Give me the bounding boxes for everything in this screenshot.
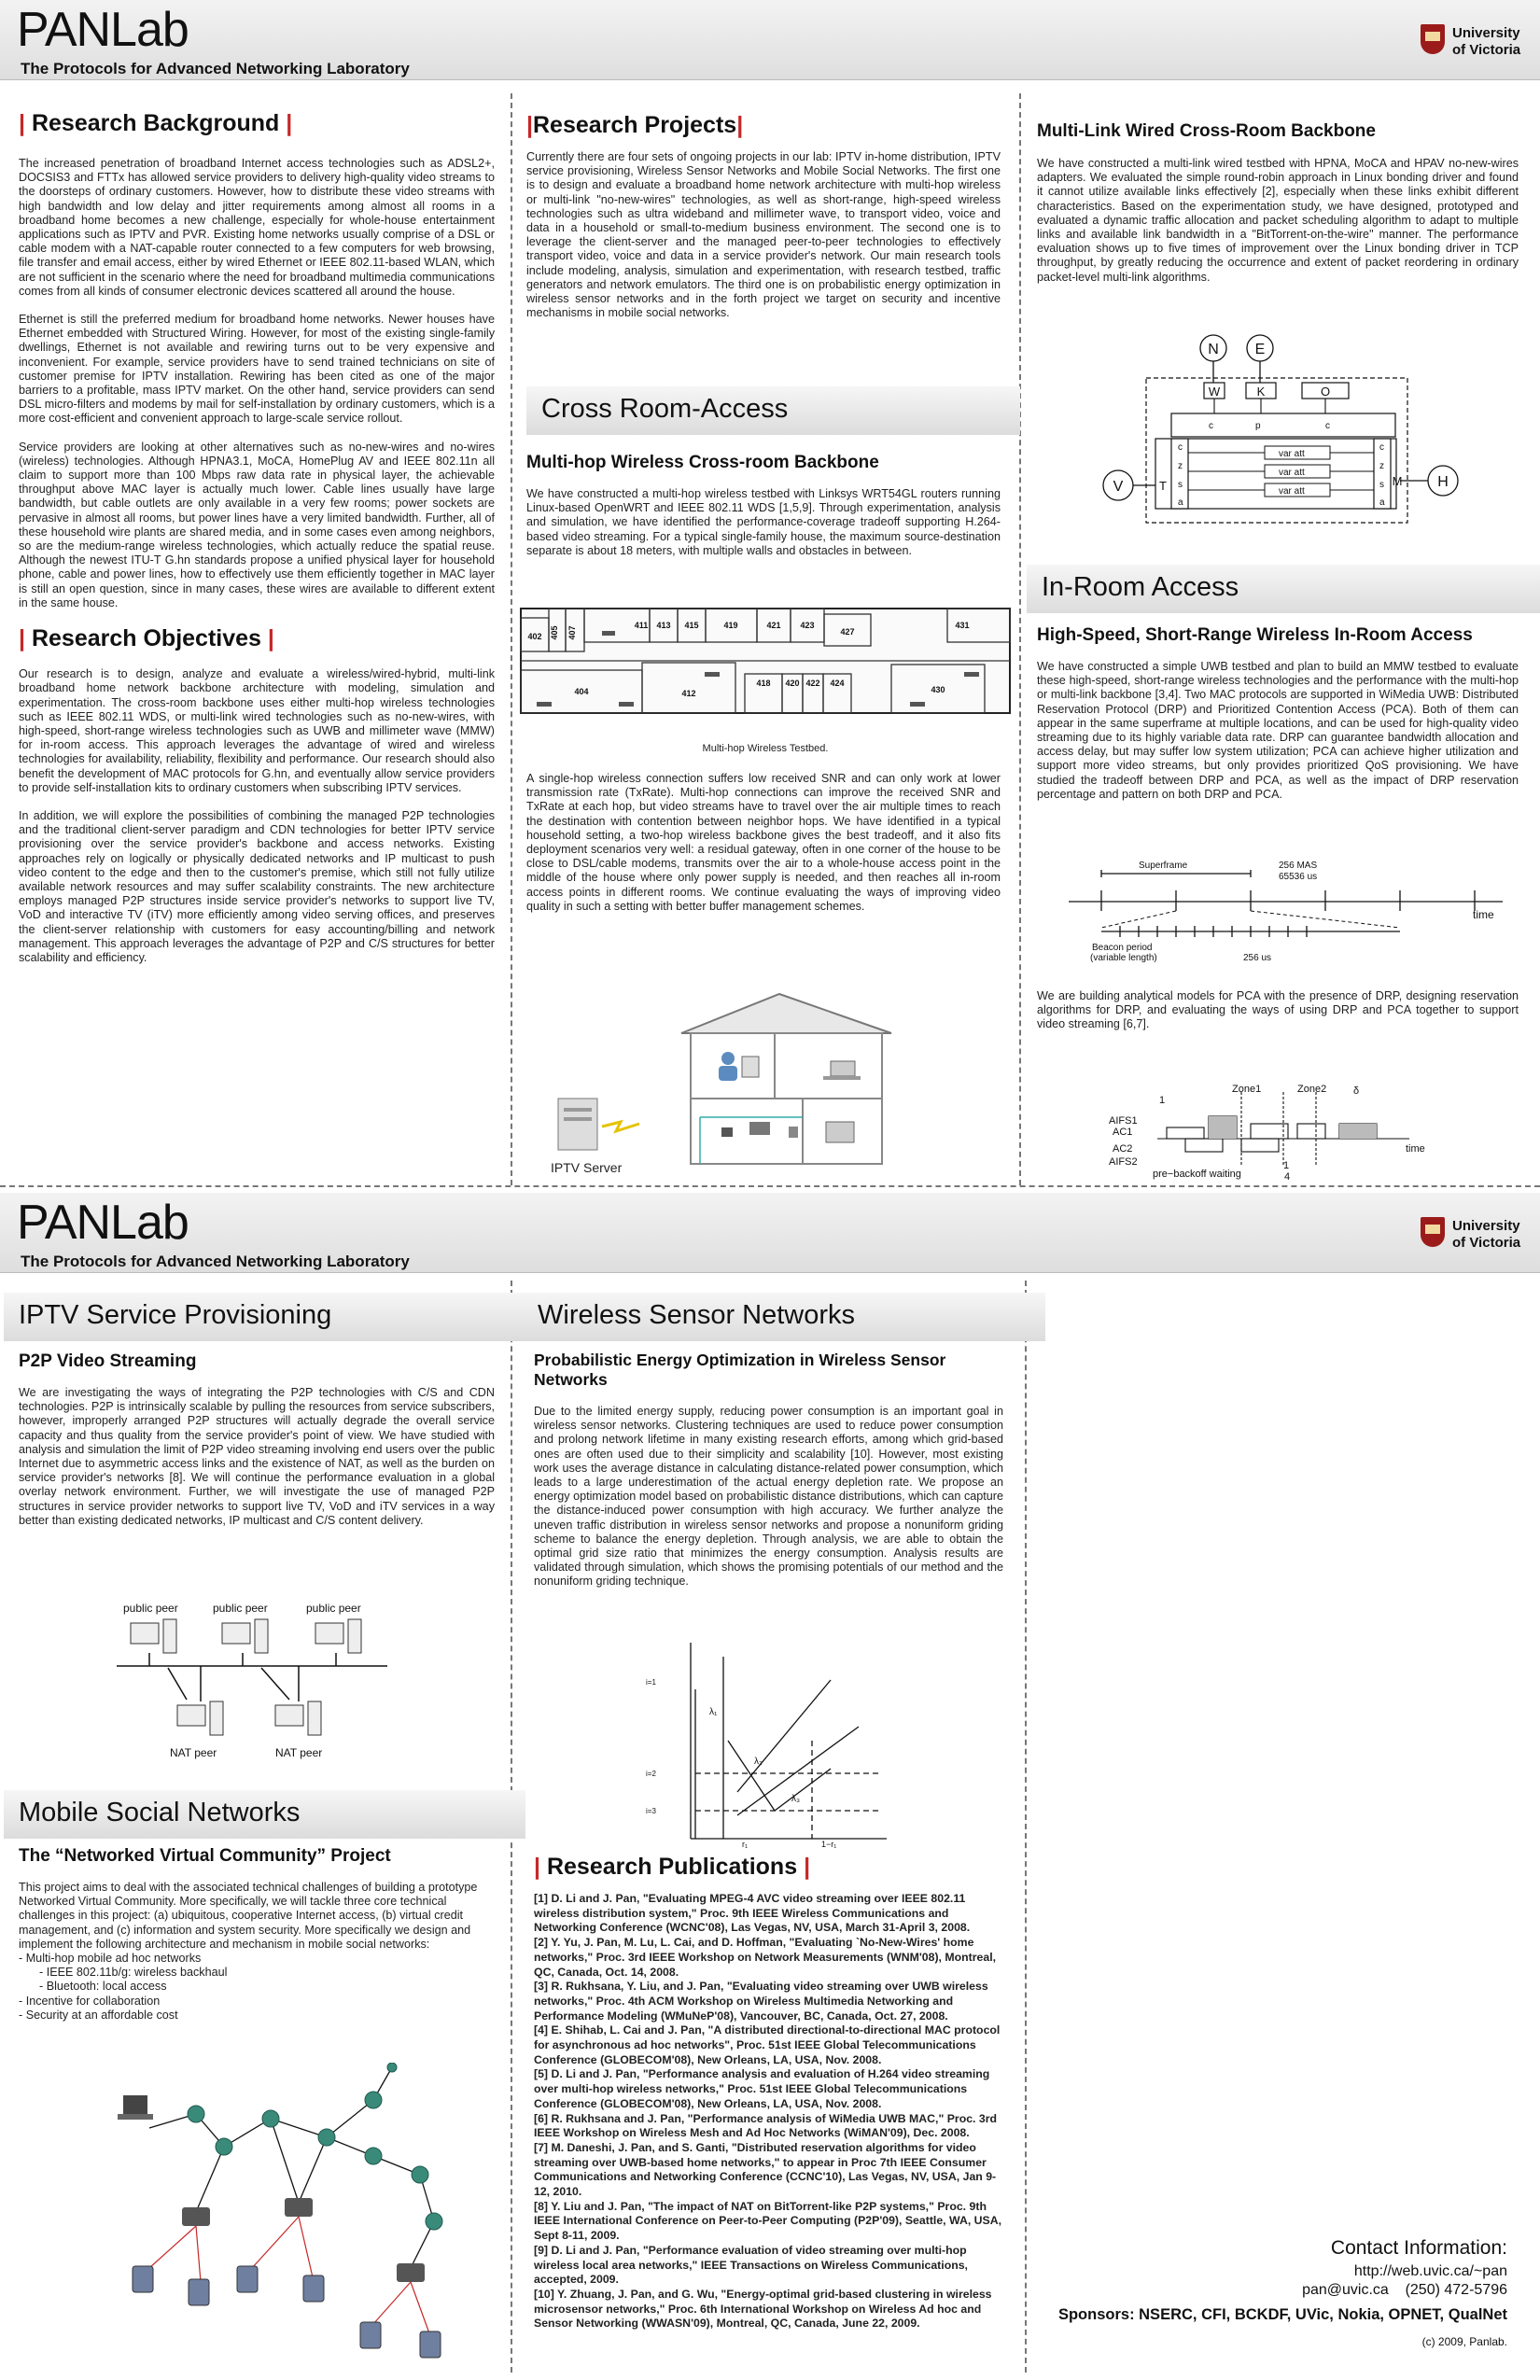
svg-text:δ: δ — [1353, 1085, 1360, 1097]
projects-paragraph: Currently there are four sets of ongoing projects in our lab: IPTV in-home distribution, IPTV service provisioning, Wireless Sensor Networks and Mobile Social Networks. The first one is to design and evaluate a broadband home network architecture with multi-hop wireless or multi-link "no-new-wires" technologies, as well as short-range, high-speed wireless technologies such as ultra wideband and millimeter wave, to transport video, voice and data in a household or small-to-medium business environment. The second one is to leverage the client-server and the managed peer-to-peer technologies to effectively transport video, voice and data in a service provider's network. Our main research tools include modeling, analysis, simulation and experimentation, with research testbed, traffic generators and network emulators. The third one is on probabilistic energy optimization in wireless sensor networks and in the forth project we target on security and incentive mechanisms in mobile social networks. — [526, 150, 1001, 320]
contact-email[interactable]: pan@uvic.ca — [1302, 2282, 1389, 2298]
mobile-paragraph: This project aims to deal with the associated technical challenges of building a prototype Networked Virtual Community. More specifically, we will tackle three core technical challenges in this project: (a) ubiquitous, cooperative Internet access, (b) virtual credit management, and (c) information and system security. More specifically we design and implement the following architecture and mechanism in mobile social networks: — [19, 1881, 478, 1951]
svg-text:z: z — [1379, 461, 1384, 471]
publication-item: [2] Y. Yu, J. Pan, M. Lu, L. Cai, and D. Hoffman, "Evaluating `No-New-Wires' home networks," Proc. 3rd IEEE Workshop on Network Measurements (WNM'08), Montreal, QC, Canada, Oct. 14, 2008. — [534, 1936, 997, 1979]
testbed-floorplan — [518, 605, 1013, 721]
room-label: 419 — [723, 621, 738, 630]
svg-text:T: T — [1159, 479, 1167, 493]
iptv-paragraph: We are investigating the ways of integrating the P2P technologies with C/S and CDN technologies. P2P is intrinsically scalable by pulling the resources from service subscribers, however, improperly arranged P2P structures will actually degrade the overall service capacity and thus quality from the service provider's point of view. We have studied with analysis and simulation the limit of P2P video streaming involving end users over the public Internet due to asymmetric access links and the existence of NAT, as well as the burden on service provider's networks [8]. We will continue the performance evaluation in a global overlay network environment. Further, we will investigate the use of managed P2P structures in service provider networks to support live TV, VoD and iTV services in a way better than existing dedicated networks, IP multicast and C/S content delivery. — [19, 1386, 495, 1527]
cross-room-paragraph-2: A single-hop wireless connection suffers low received SNR and can only work at lower transmission rate (TxRate). Multi-hop connections can improve the received SNR and TxRate at each hop, but video streams have to travel over the air multiple times to reach the destination with contention between neighbor hops. We have identified in a typical household setting, a two-hop wireless backbone gives the best tradeoff, and it also fits deployment scenarios very well: a residual gateway, often in one corner of the house to be close to DSL/cable modems, transmits over the air to a whole-house access point in the middle of the house where only power supply is needed, and then reaches all in-room access points in different rooms. We continue evaluating the ways of improving video quality in such a setting with better buffer management schemes. — [526, 772, 1001, 913]
svg-text:public peer: public peer — [123, 1602, 178, 1615]
uvic-shield-icon — [1421, 24, 1445, 54]
svg-text:1: 1 — [1283, 1160, 1290, 1171]
objectives-heading: | Research Objectives | — [19, 625, 274, 652]
iptv-subheading: P2P Video Streaming — [19, 1351, 197, 1371]
room-label: 423 — [800, 621, 815, 630]
iptv-band: IPTV Service Provisioning — [4, 1293, 525, 1341]
svg-text:1−r₁: 1−r₁ — [821, 1840, 837, 1848]
background-heading: | Research Background | — [19, 110, 293, 136]
objectives-paragraph-2: In addition, we will explore the possibilities of combining the managed P2P technologies and the traditional client-server paradigm and CDN technologies for better IPTV service provisioning over the service provider's backbone and access networks. Existing approaches rely on logically or physically dedicated networks and IP multicast to push video content to the edge and then to the customer's premise, which still not fully utilize available network resources and may suffer scalability constraints. The new architecture employs managed P2P structures inside service provider's networks to support live TV, VoD and interactive TV (iTV) more efficiently among video serving offices, and preserves the client-server relationship with customers for easy accounting/billing and network management. This approach leverages the advantage of P2P and C/S structures for better scalability and efficiency. — [19, 808, 495, 964]
wsn-section — [534, 1351, 1003, 1589]
half-divider — [0, 1185, 1540, 1187]
cross-room-paragraph-1: We have constructed a multi-hop wireless testbed with Linksys WRT54GL routers running Linux-based OpenWRT and IEEE 802.11 WDS [1,5,9]. Through experimentation, analysis and simulation, we have identified the performance-coverage tradeoff supporting H.264-based video streaming. For a typical single-family house, the maximum source-destination separate is about 18 meters, with multiple walls and obstacles in between. — [526, 487, 1001, 557]
publication-item: [5] D. Li and J. Pan, "Performance analysis and evaluation of H.264 video streaming over multi-hop wireless networks," Proc. 51st IEEE Global Telecommunications Conference (GLOBECOM'08), New Orleans, LA, USA, Nov. 2008. — [534, 2067, 990, 2110]
room-label: 411 — [634, 621, 649, 630]
in-room-subheading: High-Speed, Short-Range Wireless In-Room Access — [1037, 625, 1473, 645]
mobile-network-diagram — [112, 2063, 495, 2371]
wsn-paragraph: Due to the limited energy supply, reducing power consumption is an important goal in wireless sensor networks. Clustering techniques are used to reduce power consumption and prolong network lifetime in many existing research efforts, among which grid-based ones are often used due to their simplicity and scalability [10]. However, most existing work uses the average distance in calculating distance-related power consumption, which leads to a large underestimation of the actual energy depletion rate. We propose an energy optimization model based on probabilistic distance distributions, which can capture the distance-induced power consumption with high accuracy. We further analyze the uneven traffic distribution in wireless sensor networks and propose a nonuniform griding scheme to balance the energy depletion. Through analysis, we are able to obtain the optimal grid size ratio that minimizes the energy consumption. Analysis results are validated through simulation, which shows the promising potentials of our method and the nonuniform griding technique. — [534, 1405, 1003, 1589]
svg-text:AC1: AC1 — [1113, 1127, 1133, 1138]
room-label: 430 — [931, 685, 945, 694]
sponsors: Sponsors: NSERC, CFI, BCKDF, UVic, Nokia, OPNET, QualNet — [1057, 2306, 1507, 2323]
svg-text:NAT peer: NAT peer — [275, 1746, 323, 1759]
svg-text:λ₁: λ₁ — [709, 1707, 718, 1717]
svg-text:z: z — [1178, 461, 1183, 471]
laptop-icon — [831, 1061, 855, 1076]
svg-text:M: M — [1392, 474, 1403, 488]
iptv-section — [19, 1351, 495, 1528]
pca-timeline-diagram — [1101, 1083, 1475, 1181]
svg-text:Superframe: Superframe — [1139, 861, 1188, 871]
in-room-section — [1037, 625, 1519, 802]
svg-text:c: c — [1379, 442, 1384, 453]
cross-room-subheading: Multi-hop Wireless Cross-room Backbone — [526, 453, 879, 472]
uvic-name-line2: of Victoria — [1452, 1235, 1521, 1251]
column-divider — [511, 93, 512, 1185]
cross-room-band: Cross Room-Access — [526, 386, 1020, 435]
svg-text:public peer: public peer — [213, 1602, 268, 1615]
svg-text:c: c — [1325, 421, 1330, 431]
svg-text:E: E — [1254, 342, 1266, 357]
in-room-paragraph-1: We have constructed a simple UWB testbed and plan to build an MMW testbed to evaluate these high-speed, short-range wireless technologies and the performance with the multi-hop or multi-link backbone [3,4]. Two MAC protocols are supported in WiMedia UWB: Distributed Reservation Protocol (DRP) and Prioritized Contention Access (PCA). Both of them can appear in the same superframe at multiple locations, and can be used for high-quality video streaming due to its highly variable data rate. DRP can guarantee bandwidth allocation and access delay, but may suffer low system utilization; PCA can achieve higher utilization and support more video streams, but only provides prioritized QoS provisioning. We have studied the tradeoff between DRP and PCA, as well as the impact of DRP reservation percentage and pattern on both DRP and PCA. — [1037, 660, 1519, 801]
list-item: - Incentive for collaboration — [19, 1994, 161, 2008]
svg-text:time: time — [1473, 908, 1494, 921]
multilink-subheading: Multi-Link Wired Cross-Room Backbone — [1037, 121, 1376, 141]
room-label: 421 — [766, 621, 781, 630]
room-label: 424 — [830, 679, 845, 688]
lab-title: PANLab — [17, 1196, 189, 1250]
svg-text:λ₃: λ₃ — [791, 1794, 801, 1804]
svg-text:NAT peer: NAT peer — [170, 1746, 217, 1759]
pc-icon — [742, 1057, 759, 1077]
svg-text:λ₂: λ₂ — [754, 1757, 763, 1767]
publication-item: [6] R. Rukhsana and J. Pan, "Performance analysis of WiMedia UWB MAC," Proc. 3rd IEEE Workshop on Wireless Mesh and Ad Hoc Networks (WiMAN'09), Dec. 2008. — [534, 2111, 998, 2140]
mobile-band: Mobile Social Networks — [4, 1790, 525, 1839]
svg-text:Zone1: Zone1 — [1232, 1084, 1262, 1095]
svg-text:var att: var att — [1279, 486, 1305, 497]
iptv-server-label: IPTV Server — [551, 1160, 623, 1175]
bottom-header — [0, 1193, 1540, 1273]
background-paragraph-3: Service providers are looking at other alternatives such as no-new-wires and no-wires (wireless) technologies. Although HPNA3.1, MoCA, HomePlug AV and IEEE 802.11n all claim to support more than 100 Mbps raw data rate in physical layer, the achievable throughput above MAC layer is actually much lower. Cable lines usually have large bandwidth, but cable outlets are only available in a very few rooms; power sockets are pervasive in almost all rooms, but power lines have a very limited bandwidth. Further, all of these household wire plants are shared media, and in some cases even among neighbors, so are the medium-range wireless technologies, which actually reduce the spatial reuse. Although the newest ITU-T G.hn standards propose a unified physical layer for household phone, cable and power lines, how to effectively use them efficiently together in MAC layer is still an open question, since in many cases, these wires are available to different extent in the same house. — [19, 440, 495, 609]
room-label: 431 — [955, 621, 970, 630]
contact-block — [1036, 2237, 1507, 2348]
lab-subtitle: The Protocols for Advanced Networking Laboratory — [21, 60, 410, 77]
router-icon — [721, 1127, 733, 1137]
publication-list — [534, 1892, 1003, 2331]
svg-text:V: V — [1113, 479, 1124, 495]
room-label: 402 — [527, 632, 542, 641]
server-icon — [558, 1099, 597, 1150]
copyright: (c) 2009, Panlab. — [1421, 2335, 1507, 2348]
phone-icon — [749, 1122, 770, 1135]
svg-text:AC2: AC2 — [1113, 1143, 1133, 1155]
svg-text:Zone2: Zone2 — [1297, 1084, 1327, 1095]
publication-item: [10] Y. Zhuang, J. Pan, and G. Wu, "Energy-optimal grid-based clustering in wireless microsensor networks," Proc. 6th International Workshop on Wireless Ad hoc and Sensor Networking (WWASN'09), Montreal, QC, Canada, June 22, 2009. — [534, 2287, 992, 2331]
svg-text:var att: var att — [1279, 449, 1305, 459]
svg-text:AIFS2: AIFS2 — [1109, 1156, 1138, 1168]
uvic-name-line1: University — [1452, 25, 1520, 41]
column-divider — [1019, 93, 1021, 1185]
in-room-band: In-Room Access — [1027, 565, 1540, 613]
svg-text:i=3: i=3 — [646, 1807, 656, 1815]
svg-text:O: O — [1320, 385, 1331, 399]
svg-text:p: p — [1255, 421, 1261, 431]
svg-text:public peer: public peer — [306, 1602, 361, 1615]
publications-section — [534, 1854, 1003, 2331]
mobile-subheading: The “Networked Virtual Community” Project — [19, 1846, 391, 1866]
room-label: 413 — [656, 621, 671, 630]
uvic-name-line2: of Victoria — [1452, 42, 1521, 58]
publication-item: [8] Y. Liu and J. Pan, "The impact of NAT on BitTorrent-like P2P systems," Proc. 9th IEEE International Conference on Peer-to-Peer Computing (P2P'09), Seattle, WA, USA, Sept 8-11, 2009. — [534, 2199, 1002, 2243]
svg-text:4: 4 — [1284, 1171, 1291, 1181]
computer-icon — [123, 2095, 147, 2114]
room-label: 412 — [681, 689, 696, 698]
svg-text:a: a — [1178, 497, 1183, 508]
in-room-paragraph-2: We are building analytical models for PCA with the presence of DRP, designing reservation algorithms for DRP, and evaluating the ways of using DRP and PCA together to support video streaming [6,7]. — [1037, 989, 1519, 1031]
svg-text:c: c — [1178, 442, 1183, 453]
svg-text:i=1: i=1 — [646, 1678, 656, 1687]
svg-text:s: s — [1178, 480, 1183, 490]
svg-text:(variable length): (variable length) — [1090, 953, 1157, 963]
svg-text:K: K — [1256, 385, 1266, 399]
svg-text:W: W — [1208, 385, 1221, 399]
house-illustration — [551, 991, 994, 1178]
svg-text:256 us: 256 us — [1243, 953, 1272, 963]
svg-text:c: c — [1209, 421, 1213, 431]
projects-section — [526, 112, 1001, 320]
svg-text:H: H — [1437, 474, 1449, 490]
background-paragraph-1: The increased penetration of broadband Internet access technologies such as ADSL2+, DOCSIS3 and FTTx has allowed service providers to delivery high-quality video streams to the doorsteps of ordinary customers. However, how to distribute these video streams with high bandwidth and low delay and jitter requirements among almost all rooms in a broadband home becomes a new challenge, especially for whole-house entertainment applications such as IPTV and PVR. Existing home networks usually comprise of a DSL or cable modem with a NAT-capable router connected to a few computers for web browsing, file transfer and email access, either by wired Ethernet or IEEE 802.11-based WLAN, which are not sufficient in the scenario where the need for broadband multimedia communications comes from all kinds of consumer electronic devices scattered all around the house. — [19, 157, 495, 298]
svg-text:AIFS1: AIFS1 — [1109, 1115, 1138, 1127]
contact-email-phone — [1036, 2282, 1507, 2299]
phone-icons — [133, 2266, 441, 2358]
cross-room-section — [526, 453, 1001, 558]
svg-text:256 MAS: 256 MAS — [1279, 861, 1318, 871]
room-label: 407 — [567, 625, 577, 640]
user-icon — [721, 1052, 735, 1065]
lab-subtitle: The Protocols for Advanced Networking Laboratory — [21, 1253, 410, 1270]
list-item: - Security at an affordable cost — [19, 2008, 178, 2022]
wsn-grid-diagram — [644, 1638, 896, 1848]
tv-icon — [826, 1122, 854, 1142]
room-label: 415 — [684, 621, 699, 630]
uvic-logo — [1417, 1213, 1527, 1256]
svg-text:a: a — [1379, 497, 1385, 508]
svg-text:1: 1 — [1159, 1095, 1166, 1106]
in-room-text-2 — [1037, 989, 1519, 1032]
uvic-name-line1: University — [1452, 1218, 1520, 1234]
svg-text:s: s — [1379, 480, 1384, 490]
p2p-diagram — [112, 1601, 392, 1764]
room-label: 405 — [550, 625, 559, 640]
uvic-logo — [1417, 21, 1527, 63]
room-label: 422 — [805, 679, 820, 688]
uvic-shield-icon — [1421, 1217, 1445, 1247]
list-item: - Multi-hop mobile ad hoc networks — [19, 1952, 202, 1966]
room-label: 404 — [574, 687, 589, 696]
mobile-device-icons — [182, 2198, 425, 2282]
contact-title: Contact Information: — [1330, 2237, 1507, 2259]
multilink-paragraph: We have constructed a multi-link wired testbed with HPNA, MoCA and HPAV no-new-wires adapters. We evaluated the simple round-robin approach in Linux bonding driver and found it cannot utilize available links effectively [2], especially when these links exhibit different characteristics. Based on the experimentation study, we have designed, prototyped and evaluated a dynamic traffic allocation and packet scheduling algorithm to adapt to multiple links and available link bandwidth in a "BitTorrent-on-the-wire" manner. The performance evaluation shows up to five times of improvement over the Linux bonding driver in TCP throughput, by greatly reducing the occurrence and extent of packet reordering in ordinary packet-level multi-link algorithms. — [1037, 157, 1519, 284]
wsn-band: Wireless Sensor Networks — [523, 1293, 1045, 1341]
publication-item: [4] E. Shihab, L. Cai and J. Pan, "A distributed directional-to-directional MAC protocol for asynchronous ad hoc networks", Proc. 51st IEEE Global Telecommunications Conference (GLOBECOM'08), New Orleans, LA, USA, Nov. 2008. — [534, 2023, 1001, 2066]
room-label: 427 — [840, 627, 855, 637]
projects-heading: |Research Projects| — [526, 112, 744, 138]
svg-text:pre−backoff waiting: pre−backoff waiting — [1153, 1169, 1241, 1180]
publication-item: [9] D. Li and J. Pan, "Performance evaluation of video streaming over multi-hop wireless local area networks," IEEE Transactions on Wireless Communications, accepted, 2009. — [534, 2243, 968, 2287]
testbed-caption: Multi-hop Wireless Testbed. — [702, 743, 829, 754]
column-divider — [1025, 1281, 1027, 2373]
lab-title: PANLab — [17, 3, 189, 57]
contact-phone: (250) 472-5796 — [1405, 2282, 1507, 2298]
list-item: - Bluetooth: local access — [39, 1980, 167, 1994]
background-section — [19, 110, 495, 965]
publications-heading: | Research Publications | — [534, 1854, 811, 1880]
mobile-section — [19, 1846, 495, 2023]
publication-item: [7] M. Daneshi, J. Pan, and S. Ganti, "Distributed reservation algorithms for video streaming over UWB-based home networks," to appear in Proc 7th IEEE Consumer Communications and Networking Conference (CCNC'10), Las Vegas, NV, USA, Jan 9-12, 2010. — [534, 2140, 997, 2199]
multilink-diagram — [1092, 331, 1503, 532]
room-label: 418 — [756, 679, 771, 688]
superframe-diagram — [1064, 849, 1512, 971]
svg-text:65536 us: 65536 us — [1279, 872, 1318, 882]
svg-text:i=2: i=2 — [646, 1770, 656, 1778]
background-paragraph-2: Ethernet is still the preferred medium for broadband home networks. Newer houses have Ethernet embedded with Structured Wiring. However, for most of the existing single-family dwellings, Ethernet is not available and rewiring turns out to be very expensive and inconvenient. For example, service providers have to send trained technicians on site of customer premise for IPTV installation. Rewiring has been cited as one of the major barriers to a profitable, mass IPTV market. On the other hand, service providers can send DSL micro-filters and modems by mail for self-installation by ordinary customers, which is a more cost-efficient and convenient approach to large-scale service rollout. — [19, 313, 495, 426]
mobile-list — [19, 1952, 495, 2023]
publication-item: [3] R. Rukhsana, Y. Liu, and J. Pan, "Evaluating video streaming over UWB wireless networks," Proc. 4th ACM Workshop on Wireless Multimedia Networking and Performance Modeling (WMuNeP'08), Vancouver, BC, Canada, Oct. 27, 2008. — [534, 1980, 988, 2023]
svg-text:Beacon period: Beacon period — [1092, 943, 1153, 953]
svg-text:N: N — [1208, 342, 1219, 357]
svg-text:time: time — [1406, 1143, 1425, 1155]
publication-item: [1] D. Li and J. Pan, "Evaluating MPEG-4 AVC video streaming over IEEE 802.11 wireless distribution system," Proc. 9th IEEE Wireless Communications and Networking Conference (WCNC'08), Las Vegas, NV, USA, March 31-April 3, 2008. — [534, 1892, 971, 1935]
room-label: 420 — [785, 679, 800, 688]
cross-room-text-2 — [526, 772, 1001, 914]
wsn-subheading: Probabilistic Energy Optimization in Wireless Sensor Networks — [534, 1351, 946, 1389]
contact-url[interactable]: http://web.uvic.ca/~pan — [1353, 2263, 1507, 2279]
top-header — [0, 0, 1540, 80]
svg-text:r₁: r₁ — [742, 1840, 749, 1848]
multilink-section — [1037, 121, 1519, 285]
list-item: - IEEE 802.11b/g: wireless backhaul — [39, 1966, 228, 1980]
svg-text:var att: var att — [1279, 468, 1305, 478]
objectives-paragraph-1: Our research is to design, analyze and evaluate a wireless/wired-hybrid, multi-link broadband home network backbone architecture with modeling, simulation and experimentation. The cross-room backbone uses either multi-hop wireless technologies such as IEEE 802.11 WDS, or multi-link wired technologies such as no-new-wires, with high-speed, short-range wireless technologies such as UWB and millimeter wave (MMW) for in-room access. This approach leverages the advantage of wired and wireless technologies for availability, reliability, flexibility and performance. Our research should also benefit the development of MAC protocols for G.hn, and eventually allow service providers to provide self-installation kits to ordinary customers when subscribing IPTV services. — [19, 667, 495, 794]
joystick-icon — [789, 1127, 798, 1138]
